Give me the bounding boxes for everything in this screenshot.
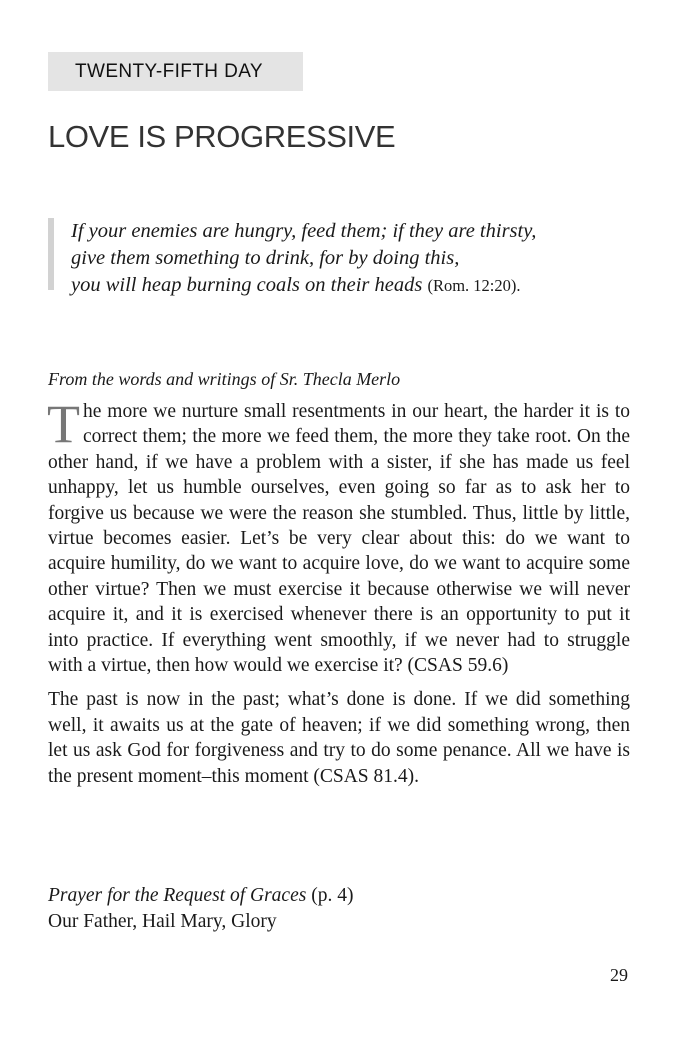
- paragraph: The past is now in the past; what’s done is done. If we did something well, it awaits us at the gate of heaven; if we did something wrong, then let us ask God for forgiveness and try to do some penance. All we have is the present moment–this moment (CSAS 81.4).: [48, 689, 630, 787]
- prayer-line: Our Father, Hail Mary, Glory: [48, 911, 277, 932]
- page-number: 29: [610, 965, 628, 985]
- quote-bar: [48, 218, 54, 290]
- drop-cap: T: [47, 394, 80, 454]
- quote-text: [71, 218, 608, 299]
- scripture-quote: [48, 218, 608, 299]
- day-label: TWENTY-FIFTH DAY: [48, 52, 303, 91]
- quote-line: give them something to drink, for by doing this,: [71, 247, 460, 269]
- quote-reference: (Rom. 12:20).: [427, 276, 521, 295]
- quote-line: you will heap burning coals on their heads: [71, 274, 423, 296]
- body-text: [47, 394, 630, 798]
- prayer-page-ref: (p. 4): [311, 885, 354, 906]
- prayer-section: [48, 883, 353, 935]
- page-title: LOVE IS PROGRESSIVE: [48, 119, 396, 154]
- paragraph-text: he more we nurture small resentments in our heart, the harder it is to correct them; the more we feed them, the more they take root. On the other hand, if we have a problem with a sister, if she has made us feel unhappy, let us humble ourselves, even going so far as to ask her to forgive us because we were the reason she stumbled. Thus, little by little, virtue becomes easier. Let’s be very clear about this: do we want to acquire humility, do we want to acquire love, do we want to acquire some other virtue? Then we must exercise it because otherwise we will never acquire it, and it is exercised whenever there is an opportunity to put it into practice. If everything went smoothly, if we never had to struggle with a virtue, then how would we exercise it? (CSAS 59.6): [48, 401, 630, 677]
- source-heading: From the words and writings of Sr. Thecla Merlo: [48, 369, 401, 389]
- paragraph: [47, 394, 630, 678]
- quote-line: If your enemies are hungry, feed them; if they are thirsty,: [71, 220, 537, 242]
- prayer-title: Prayer for the Request of Graces: [48, 885, 307, 906]
